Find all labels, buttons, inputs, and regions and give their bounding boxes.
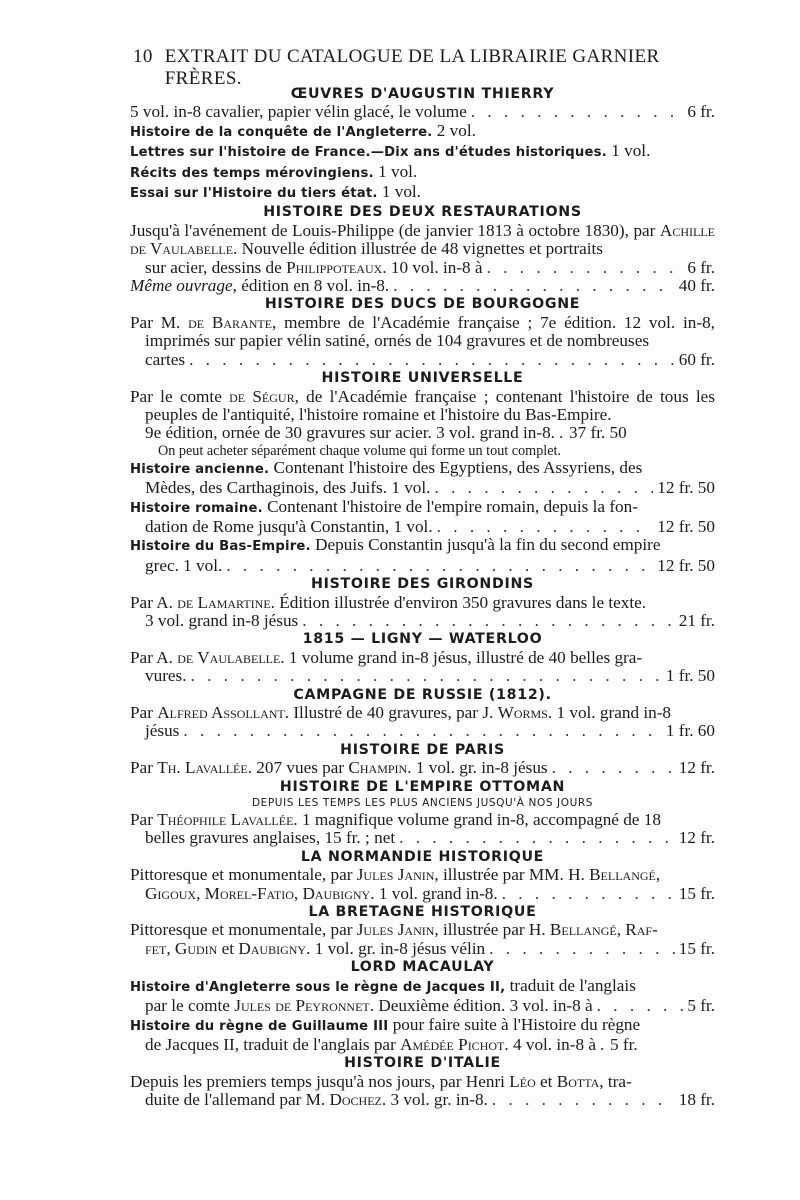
entry-girondins-text: Par A. de Lamartine. Édition illustrée d'environ 350 gravures dans le texte. [130,592,647,612]
leader-dots [302,612,674,630]
section-heading-russie: CAMPAGNE DE RUSSIE (1812). [293,686,552,703]
page-header [133,46,703,90]
leader-dots [226,557,653,575]
price: 5 fr. [687,996,715,1016]
author-name: Théophile Lavallée. [157,810,298,830]
leader-dots [183,722,661,740]
author-name: de Lamartine. [177,592,275,612]
section-heading-italie: HISTOIRE D'ITALIE [344,1055,501,1072]
entry-histoire-ancienne-price: Mèdes, des Carthaginois, des Juifs. 1 vol. . . . 12 fr. 50 [130,479,715,497]
entry-bretagne-price: fet, Gudin et Daubigny. 1 vol. gr. in-8 jésus vélin . . . 15 fr. [130,940,715,958]
leader-dots [489,940,675,958]
entry-ottoman-text: Par Théophile Lavallée. 1 magnifique volume grand in-8, accompagné de 18 [130,810,661,830]
entry-ligny-price: vures. . . . 1 fr. 50 [130,667,715,685]
entry-girondins-price: 3 vol. grand in-8 jésus . . . 21 fr. [130,612,715,630]
entry-thierry-lettres: Lettres sur l'histoire de France.—Dix ans d'études historiques. 1 vol. [130,141,651,161]
leader-dots [492,1091,675,1109]
price: 12 fr. 50 [657,516,715,536]
price: 1 fr. 60 [665,721,715,741]
price: 12 fr. [678,828,715,848]
section-heading-ligny: 1815 — LIGNY — WATERLOO [302,631,543,648]
entry-thierry-essai: Essai sur l'Histoire du tiers état. 1 vol. [130,182,421,202]
price: 60 fr. [678,349,715,369]
artist-name: Philippoteaux. [286,257,387,277]
entry-ligny-text: Par A. de Vaulabelle. 1 volume grand in-8 jésus, illustré de 40 belles gra- [130,647,643,667]
price: 12 fr. [678,758,715,778]
entry-histoire-romaine: Histoire romaine. Contenant l'histoire de l'empire romain, depuis la fon- [130,496,638,516]
author-name: Jules Janin, [356,920,439,940]
entry-bretagne-text: Pittoresque et monumentale, par Jules Janin, illustrée par H. Bellangé, Raf- [130,920,658,940]
price: 40 fr. [678,276,715,296]
section-heading-ottoman: HISTOIRE DE L'EMPIRE OTTOMAN [279,778,566,795]
entry-russie-price: jésus . . . 1 fr. 60 [130,722,715,740]
leader-dots [437,518,654,536]
price: 15 fr. [678,883,715,903]
artist-name: Bellangé, [589,865,661,885]
entry-italie-price: duite de l'allemand par M. Dochez. 3 vol. gr. in-8. . . . 18 fr. [130,1091,715,1109]
section-heading-restaurations: HISTOIRE DES DEUX RESTAURATIONS [263,204,582,221]
entry-macaulay-jacques: Histoire d'Angleterre sous le règne de Jacques II, traduit de l'anglais [130,975,636,995]
running-title: EXTRAIT DU CATALOGUE DE LA LIBRAIRIE GARNIER FRÈRES. [164,46,660,89]
author-name: Jules de Peyronnet. [234,996,375,1016]
note-text: On peut acheter séparément chaque volume qui forme un tout complet. [158,442,562,459]
entry-russie-text: Par Alfred Assollant. Illustré de 40 gravures, par J. Worms. 1 vol. grand in-8 [130,703,672,722]
entry-bas-empire: Histoire du Bas-Empire. Depuis Constantin jusqu'à la fin du second empire [130,535,661,555]
leader-dots [597,997,684,1015]
entry-normandie-text: Pittoresque et monumentale, par Jules Janin, illustrée par MM. H. Bellangé, [130,865,661,885]
entry-normandie-price: Gigoux, Morel-Fatio, Daubigny. 1 vol. grand in-8. . . . 15 fr. [130,885,715,903]
price: 1 fr. 50 [665,666,715,686]
artist-name: Champin. [348,758,412,778]
section-heading-normandie: LA NORMANDIE HISTORIQUE [300,848,545,865]
author-name: de Vaulabelle. [177,647,285,667]
leader-dots [487,259,684,277]
entry-macaulay-jacques-price: par le comte Jules de Peyronnet. Deuxième édition. 3 vol. in-8 à . . . 5 fr. [130,997,715,1015]
entry-universelle-text: Par le comte de Ségur, de l'Académie française ; contenant l'histoire de tous les peuples de l'antiquité, l'histoire romaine et l'histoire du Bas-Empire. [130,386,715,424]
entry-restaurations-text: Jusqu'à l'avénement de Louis-Philippe (de janvier 1813 à octobre 1830), par Achille de Vaulabelle. Nouvelle édition illustrée de 48 vignettes et portraits [130,220,715,259]
entry-restaurations-same: Même ouvrage, édition en 8 vol. in-8. . . . 40 fr. [130,277,715,295]
artist-name: Daubigny. [238,938,311,958]
entry-universelle-edition: 9e édition, ornée de 30 gravures sur acier. 3 vol. grand in-8. . . . 37 fr. 50 [130,424,715,442]
leader-dots [502,885,675,903]
author-name: Amédée Pichot. [400,1034,509,1054]
entry-macaulay-guillaume-price: de Jacques II, traduit de l'anglais par Amédée Pichot. 4 vol. in-8 à . . . 5 fr. [130,1036,715,1054]
entry-macaulay-guillaume: Histoire du règne de Guillaume III pour faire suite à l'Histoire du règne [130,1014,641,1034]
price: 6 fr. [687,102,715,122]
artist-name: Gigoux, Morel-Fatio, Daubigny. [145,883,375,903]
author-name: Dochez. [329,1090,387,1110]
author-name: Alfred Assollant. [157,703,290,722]
author-name: de Barante, [188,312,277,332]
entry-bourgogne-text: Par M. de Barante, membre de l'Académie française ; 7e édition. 12 vol. in-8, imprimés sur papier vélin satiné, ornés de 104 gravures et de nombreuses [130,312,715,351]
entry-histoire-romaine-price: dation de Rome jusqu'à Constantin, 1 vol. . . . 12 fr. 50 [130,518,715,536]
entry-histoire-ancienne: Histoire ancienne. Contenant l'histoire des Egyptiens, des Assyriens, des [130,457,643,477]
section-heading-bourgogne: HISTOIRE DES DUCS DE BOURGOGNE [264,296,581,313]
entry-bas-empire-price: grec. 1 vol. . . . 12 fr. 50 [130,557,715,575]
leader-dots [393,277,675,295]
artist-name: fet, Gudin [145,938,218,958]
author-name: Jules Janin, [356,865,439,885]
leader-dots [552,759,675,777]
section-heading-thierry: ŒUVRES D'AUGUSTIN THIERRY [290,86,555,102]
author-name: Achille de Vaulabelle. [130,220,715,259]
spacer [559,424,565,442]
entry-thierry-volume: 5 vol. in-8 cavalier, papier vélin glacé, le volume . . . 6 fr. [130,103,715,121]
leader-dots [434,479,653,497]
price: 12 fr. 50 [657,555,715,575]
price: 6 fr. [687,257,715,277]
entry-italie-text: Depuis les premiers temps jusqu'à nos jours, par Henri Léo et Botta, tra- [130,1071,632,1091]
section-subheading-ottoman: DEPUIS LES TEMPS LES PLUS ANCIENS JUSQU'À NOS JOURS [251,797,594,810]
section-heading-paris: HISTOIRE DE PARIS [340,741,505,758]
author-name: Léo [509,1071,536,1091]
price: 15 fr. [678,938,715,958]
entry-restaurations-price: sur acier, dessins de Philippoteaux. 10 vol. in-8 à . . . 6 fr. [130,259,715,277]
price: 5 fr. [610,1034,638,1054]
artist-name: Bellangé, Raf- [549,920,658,940]
author-name: Botta, [556,1071,604,1091]
leader-dots [399,829,675,847]
section-heading-bretagne: LA BRETAGNE HISTORIQUE [308,904,537,921]
price: 18 fr. [678,1090,715,1110]
author-name: de Ségur, [229,386,299,406]
section-heading-macaulay: LORD MACAULAY [350,959,495,976]
entry-paris: Par Th. Lavallée. 207 vues par Champin. 1 vol. gr. in-8 jésus . . . 12 fr. [130,759,715,777]
entry-thierry-recits: Récits des temps mérovingiens. 1 vol. [130,161,418,181]
entry-thierry-conquete: Histoire de la conquête de l'Angleterre. 2 vol. [130,120,476,140]
section-heading-universelle: HISTOIRE UNIVERSELLE [321,370,524,387]
author-name: Th. Lavallée. [157,758,252,778]
spacer [600,1036,606,1054]
leader-dots [189,351,675,369]
leader-dots [191,667,662,685]
section-heading-girondins: HISTOIRE DES GIRONDINS [311,576,534,593]
price: 21 fr. [678,610,715,630]
page-number: 10 [133,46,153,67]
entry-bourgogne-price: cartes . . . 60 fr. [130,351,715,369]
entry-ottoman-price: belles gravures anglaises, 15 fr. ; net . . . 12 fr. [130,829,715,847]
price: 12 fr. 50 [657,478,715,498]
catalogue-content [130,85,715,1110]
artist-name: Worms. [497,703,553,722]
price: 37 fr. 50 [568,423,627,443]
leader-dots [471,103,684,121]
